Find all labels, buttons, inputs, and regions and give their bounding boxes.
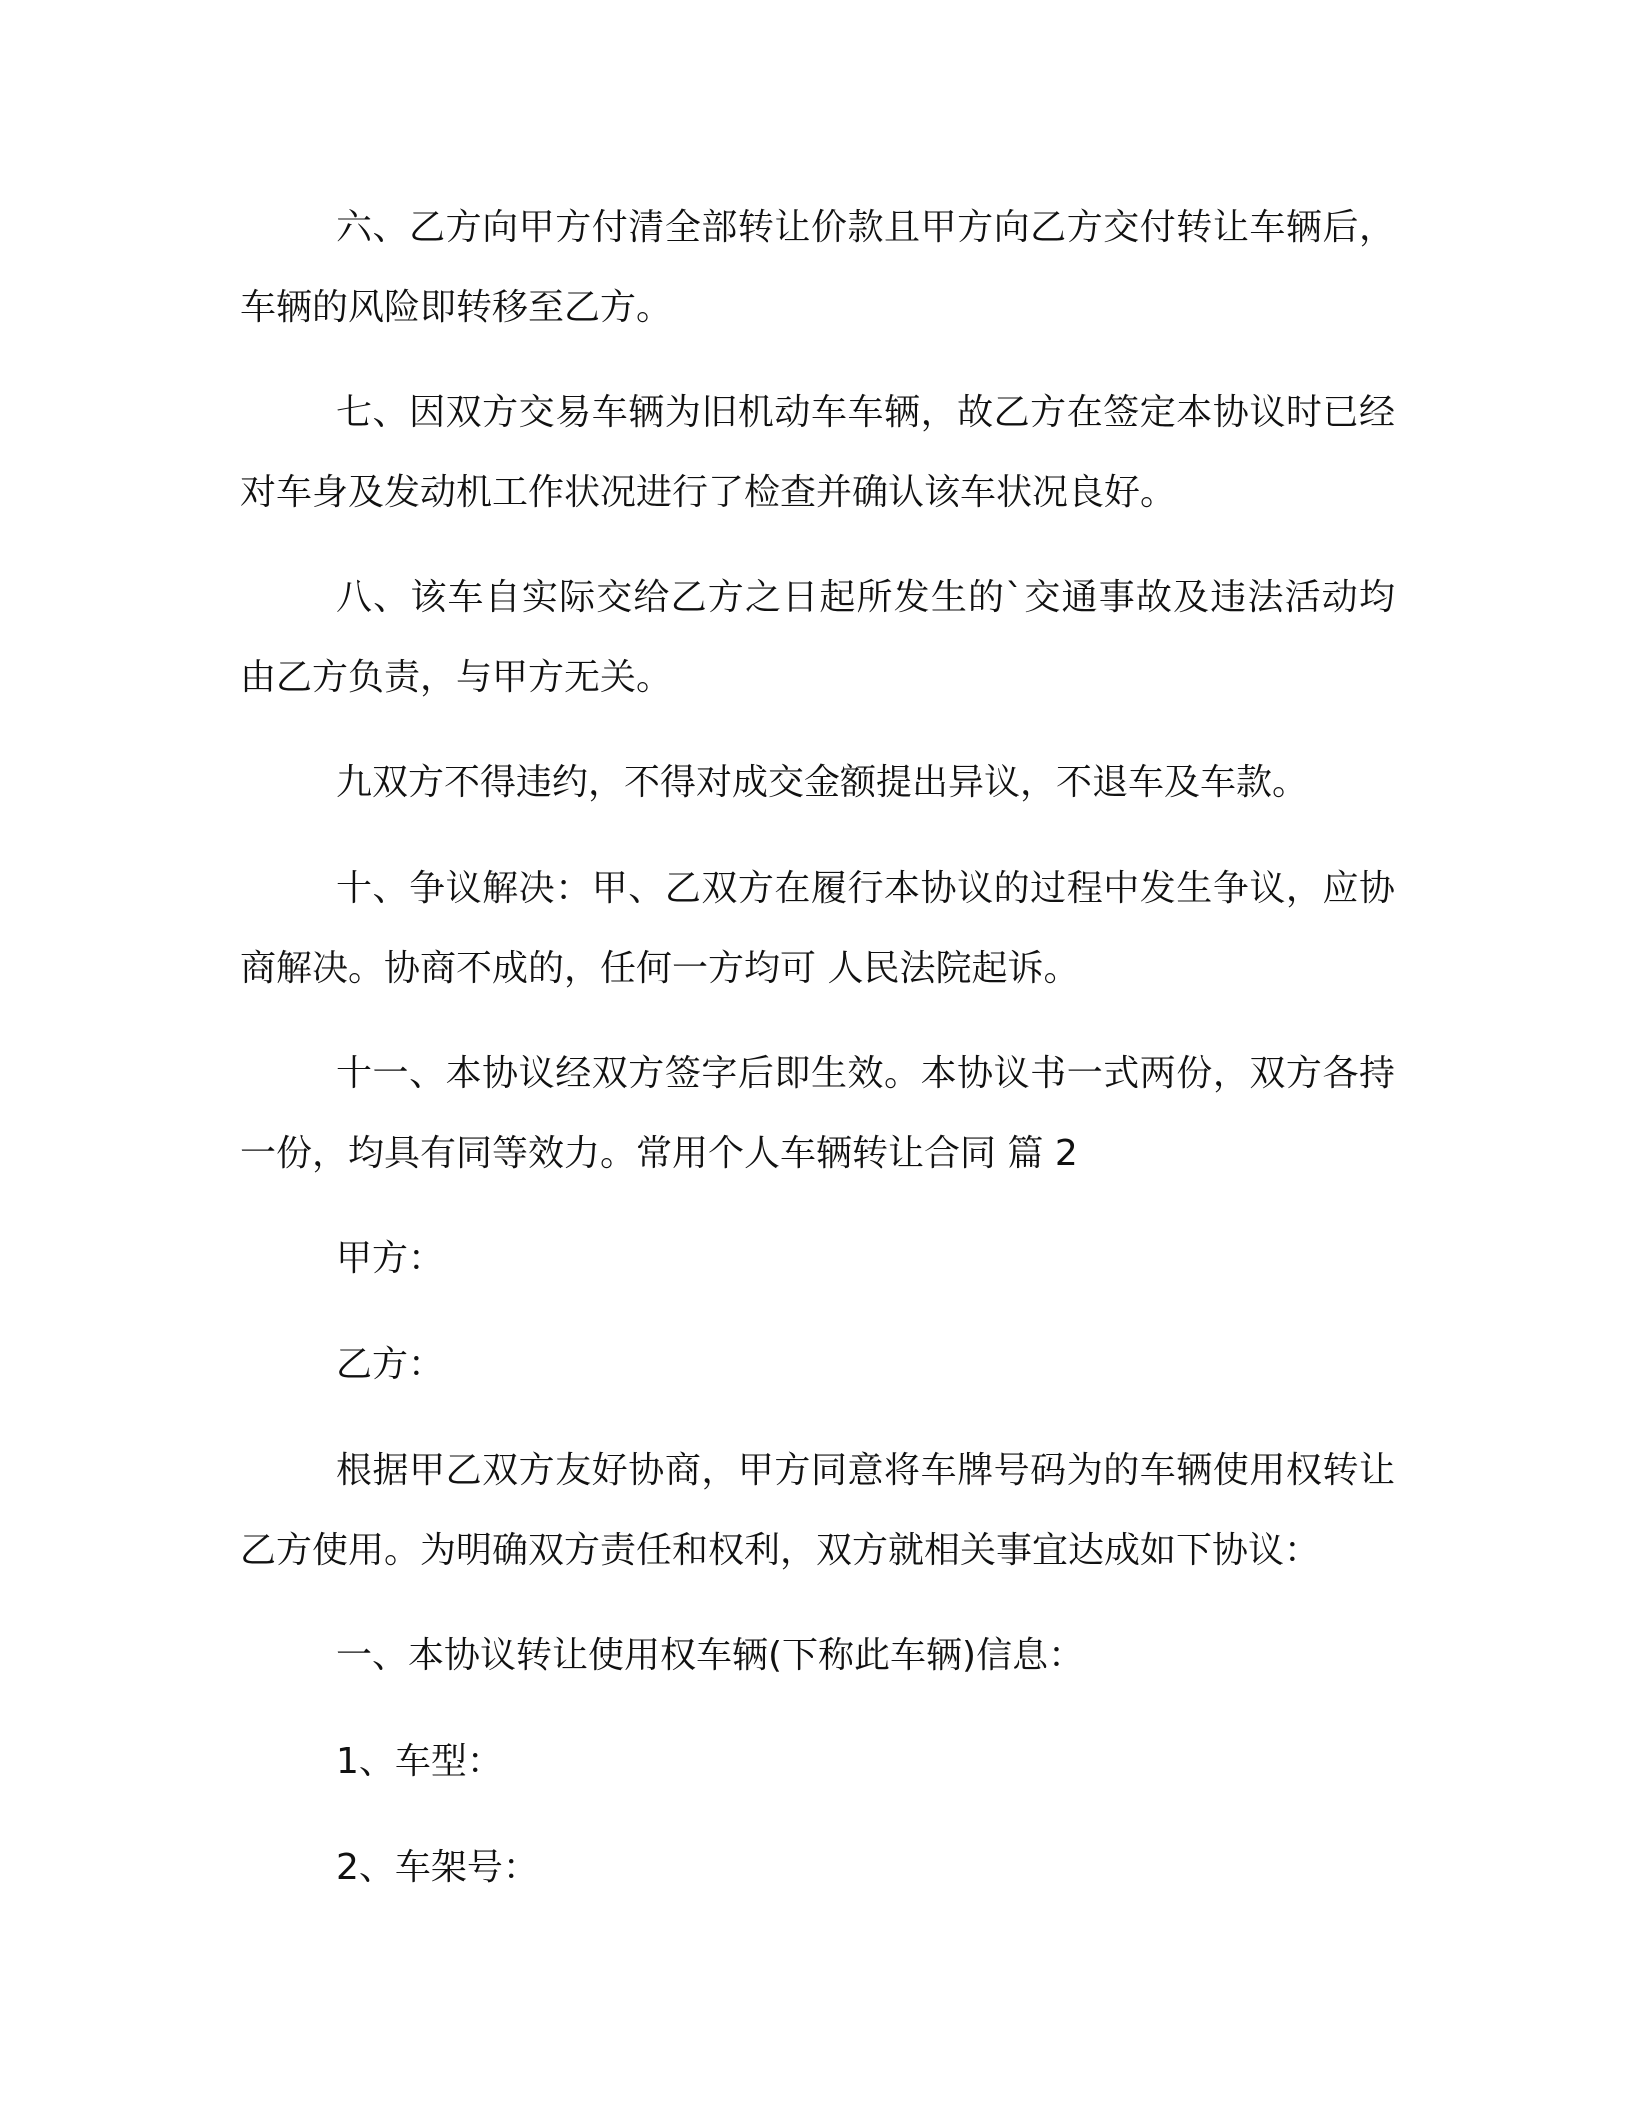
clause-11-paragraph: 十一、本协议经双方签字后即生效。本协议书一式两份，双方各持一份，均具有同等效力。常用个人车辆转让合同 篇 2: [240, 1053, 1395, 1174]
agreement-intro-paragraph: 根据甲乙双方友好协商，甲方同意将车牌号码为的车辆使用权转让乙方使用。为明确双方责任和权利，双方就相关事宜达成如下协议：: [240, 1450, 1395, 1571]
vehicle-model-line: 1、车型：: [336, 1741, 503, 1782]
clause-7-paragraph: 七、因双方交易车辆为旧机动车车辆，故乙方在签定本协议时已经对车身及发动机工作状况进行了检查并确认该车状况良好。: [240, 392, 1395, 513]
vehicle-info-heading: 一、本协议转让使用权车辆(下称此车辆)信息：: [336, 1635, 1085, 1676]
vehicle-frame-number-line: 2、车架号：: [336, 1847, 539, 1888]
clause-9-paragraph: 九双方不得违约，不得对成交金额提出异议，不退车及车款。: [336, 762, 1309, 803]
clause-8-paragraph: 八、该车自实际交给乙方之日起所发生的`交通事故及违法活动均由乙方负责，与甲方无关。: [240, 577, 1395, 698]
clause-6-paragraph: 六、乙方向甲方付清全部转让价款且甲方向乙方交付转让车辆后，车辆的风险即转移至乙方。: [240, 207, 1395, 328]
party-b-line: 乙方：: [336, 1344, 445, 1385]
party-a-line: 甲方：: [336, 1238, 445, 1279]
document-body: [240, 188, 1395, 1934]
clause-10-paragraph: 十、争议解决：甲、乙双方在履行本协议的过程中发生争议，应协商解决。协商不成的，任何一方均可 人民法院起诉。: [240, 868, 1395, 989]
